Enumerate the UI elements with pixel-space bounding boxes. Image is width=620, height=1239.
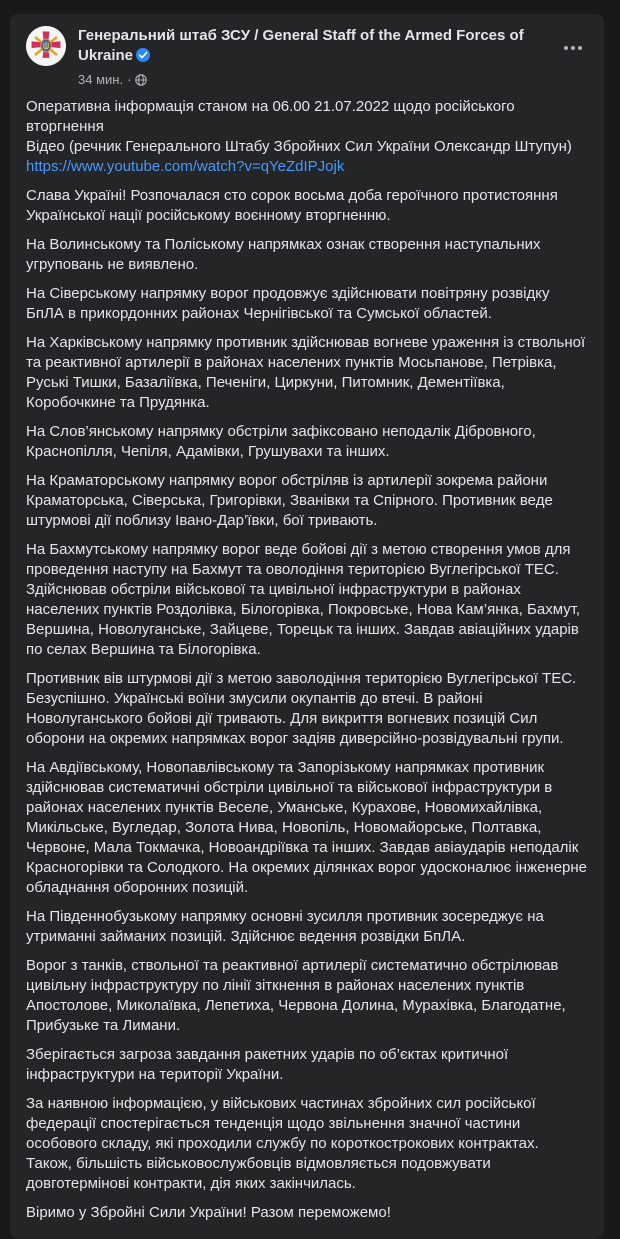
post-timestamp[interactable]: 34 мин.	[78, 72, 124, 87]
intro-line-2: Відео (речник Генерального Штабу Збройних Сил України Олександр Штупун)	[26, 138, 572, 155]
globe-public-icon	[135, 74, 147, 86]
more-options-button[interactable]	[556, 38, 590, 58]
post-paragraph: За наявною інформацією, у військових частинах збройних сил російської федерації спостерігається тенденція щодо звільнення значної частини особового складу, які проходили службу по короткострокових контрактах. Також, більшість військовослужбовців відмовляється подовжувати довготермінові контракти, дія яких закінчилась.	[26, 1095, 539, 1192]
post-intro	[26, 97, 588, 177]
post-paragraph: Зберігається загроза завдання ракетних ударів по об’єктах критичної інфраструктури на території України.	[26, 1046, 509, 1083]
page-name-text: Генеральний штаб ЗСУ / General Staff of the Armed Forces of Ukraine	[78, 27, 524, 64]
verified-badge-icon	[136, 48, 150, 68]
post-paragraph: На Слов’янському напрямку обстріли зафіксовано неподалік Дібровного, Краснопілля, Чепіля, Адамівки, Грушувахи та інших.	[26, 423, 536, 460]
post-paragraph: На Бахмутському напрямку ворог веде бойові дії з метою створення умов для проведення наступу на Бахмут та оволодіння територією Вуглегірської ТЕС. Здійснював обстріли військової та цивільної інфраструктури в районах населених пунктів Роздолівка, Білогорівка, Покровське, Нова Кам’янка, Бахмут, Вершина, Новолуганське, Зайцеве, Торецьк та інших. Завдав авіаційних ударів по селах Вершина та Білогорівка.	[26, 541, 581, 658]
intro-line-1: Оперативна інформація станом на 06.00 21.07.2022 щодо російського вторгнення	[26, 98, 515, 135]
post-paragraph: На Авдіївському, Новопавлівському та Запорізькому напрямках противник здійснював систематичні обстріли цивільної та військової інфраструктури в районах населених пунктів Веселе, Уманське, Курахове, Новомихайлівка, Микільське, Вугледар, Золота Нива, Новопіль, Новомайорське, Полтавка, Червоне, Мала Токмачка, Новоандріївка та інших. Завдав авіаударів неподалік Красногорівки та Солодкого. На окремих ділянках ворог удосконалює інженерне обладнання оборонних позицій.	[26, 759, 588, 896]
page-name-link[interactable]	[78, 26, 548, 68]
meta-separator: ·	[127, 72, 132, 87]
three-dots-menu-icon	[564, 46, 568, 50]
page-avatar[interactable]	[26, 26, 66, 66]
post-header	[10, 14, 604, 88]
general-staff-emblem-icon	[26, 26, 66, 66]
facebook-post-card	[10, 14, 604, 1239]
youtube-link[interactable]: https://www.youtube.com/watch?v=qYeZdIPJojk	[26, 158, 345, 175]
post-body	[10, 88, 604, 1239]
post-paragraph: На Краматорському напрямку ворог обстріляв із артилерії зокрема райони Краматорська, Сіверська, Григорівки, Званівки та Спірного. Противник веде штурмові дії поблизу Івано-Дар’ївки, бої тривають.	[26, 472, 553, 529]
post-meta	[78, 71, 548, 88]
post-paragraph: Віримо у Збройні Сили України! Разом переможемо!	[26, 1204, 391, 1221]
header-info	[78, 26, 588, 88]
post-paragraph: Ворог з танків, ствольної та реактивної артилерії систематично обстрілював цивільну інфраструктуру по лінії зіткнення в районах населених пунктів Апостолове, Миколаївка, Лепетиха, Червона Долина, Мурахівка, Благодатне, Прибузьке та Лимани.	[26, 957, 566, 1034]
post-paragraph: На Сіверському напрямку ворог продовжує здійснювати повітряну розвідку БпЛА в прикордонних районах Чернігівської та Сумської областей.	[26, 285, 550, 322]
post-paragraph: На Харківському напрямку противник здійснював вогневе ураження із ствольної та реактивної артилерії в районах населених пунктів Мосьпанове, Петрівка, Руські Тишки, Базаліївка, Печеніги, Циркуни, Питомник, Дементіївка, Коробочкине та Прудянка.	[26, 334, 586, 411]
post-paragraph: На Південнобузькому напрямку основні зусилля противник зосереджує на утриманні займаних позицій. Здійснює ведення розвідки БпЛА.	[26, 908, 544, 945]
post-paragraph: Противник вів штурмові дії з метою заволодіння територією Вуглегірської ТЕС. Безуспішно. Українські воїни змусили окупантів до втечі. В районі Новолуганського бойові дії тривають. Для викриття вогневих позицій Сил оборони на окремих напрямках ворог задіяв диверсійно-розвідувальні групи.	[26, 670, 577, 747]
post-paragraph: На Волинському та Поліському напрямках ознак створення наступальних угруповань не виявлено.	[26, 236, 541, 273]
post-paragraph: Слава Україні! Розпочалася сто сорок восьма доба героїчного протистояння Української нації російському воєнному вторгненню.	[26, 187, 558, 224]
